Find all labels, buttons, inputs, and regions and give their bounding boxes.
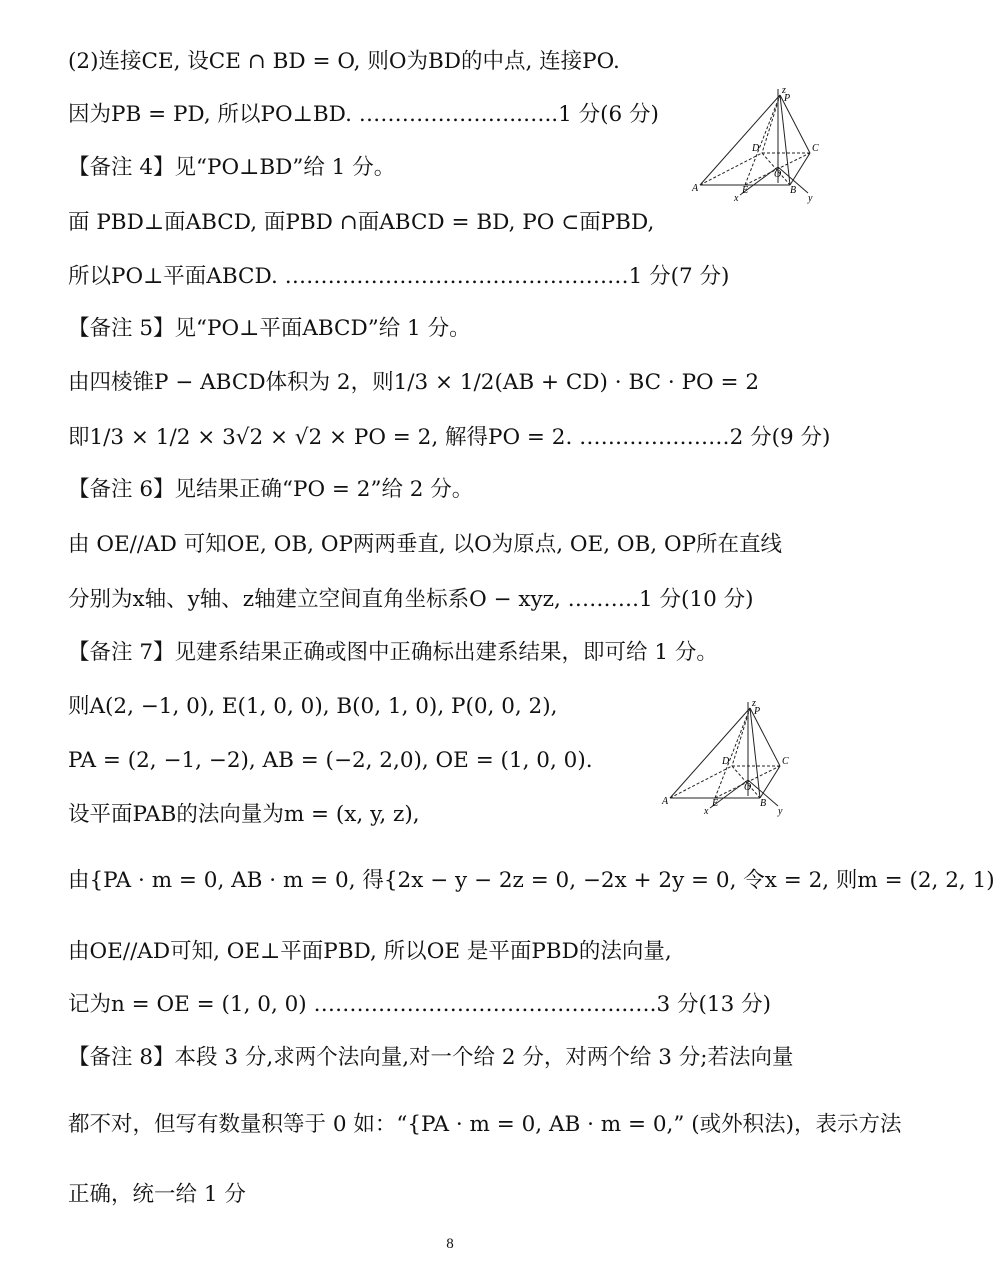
label-b: B [760, 798, 767, 809]
volume-equation: 由四棱锥P − ABCD体积为 2，则1/3 × 1/2(AB + CD) · BC · PO = 2 [68, 370, 760, 395]
label-a: A [692, 183, 699, 194]
coordinate-system-line: 分别为x轴、y轴、z轴建立空间直角坐标系O − xyz, ……….1 分(10 分) [68, 587, 754, 612]
label-o: O [774, 169, 782, 180]
label-e: E [712, 798, 719, 809]
note-4: 【备注 4】见“PO⊥BD”给 1 分。 [68, 155, 396, 180]
label-y: y [808, 193, 813, 204]
system-equations: 由{PA · m = 0, AB · m = 0, 得{2x − y − 2z = 0, −2x + 2y = 0, 令x = 2, 则m = (2, 2, 1) [68, 868, 995, 893]
page-number: 8 [446, 1236, 454, 1252]
pyramid-figure-1 [690, 85, 820, 205]
vectors-line: PA = (2, −1, −2), AB = (−2, 2,0), OE = (1, 0, 0). [68, 748, 593, 773]
note-8: 【备注 8】本段 3 分,求两个法向量,对一个给 2 分，对两个给 3 分;若法向量 [68, 1045, 794, 1070]
normal-vector-m: 设平面PAB的法向量为m = (x, y, z), [68, 802, 420, 827]
point-coordinates: 则A(2, −1, 0), E(1, 0, 0), B(0, 1, 0), P(0, 0, 2), [68, 694, 558, 719]
pyramid-figure-2 [660, 698, 790, 818]
label-b: B [790, 185, 797, 196]
label-x: x [704, 806, 709, 817]
label-y: y [778, 806, 783, 817]
label-p: P [784, 93, 791, 104]
text-line-10: 由 OE//AD 可知OE, OB, OP两两垂直, 以O为原点, OE, OB, OP所在直线 [68, 532, 783, 557]
text-line-4: 面 PBD⊥面ABCD, 面PBD ∩面ABCD = BD, PO ⊂面PBD, [68, 210, 655, 235]
note-8-end: 正确，统一给 1 分 [68, 1182, 246, 1207]
note-7: 【备注 7】见建系结果正确或图中正确标出建系结果，即可给 1 分。 [68, 640, 718, 665]
label-p: P [754, 706, 761, 717]
label-z: z [782, 85, 786, 96]
label-d: D [722, 756, 730, 767]
note-6: 【备注 6】见结果正确“PO = 2”给 2 分。 [68, 477, 474, 502]
label-a: A [662, 796, 669, 807]
label-o: O [744, 782, 752, 793]
normal-vector-n: 记为n = OE = (1, 0, 0) ……………………………………..….3 分(13 分) [68, 992, 772, 1017]
label-c: C [812, 143, 819, 154]
solve-po: 即1/3 × 1/2 × 3√2 × √2 × PO = 2, 解得PO = 2. …………………2 分(9 分) [68, 425, 831, 450]
label-z: z [752, 698, 756, 709]
text-line-2: 因为PB = PD, 所以PO⊥BD. …………………..…..1 分(6 分) [68, 102, 659, 127]
text-line-1: (2)连接CE, 设CE ∩ BD = O, 则O为BD的中点, 连接PO. [68, 49, 620, 74]
note-5: 【备注 5】见“PO⊥平面ABCD”给 1 分。 [68, 316, 471, 341]
label-c: C [782, 756, 789, 767]
text-line-5: 所以PO⊥平面ABCD. …………………………………………1 分(7 分) [68, 264, 730, 289]
note-8-cont: 都不对，但写有数量积等于 0 如：“{PA · m = 0, AB · m = 0,” (或外积法)，表示方法 [68, 1112, 902, 1137]
normal-vector-n-reason: 由OE//AD可知, OE⊥平面PBD, 所以OE 是平面PBD的法向量, [68, 939, 672, 964]
label-e: E [742, 185, 749, 196]
label-d: D [752, 143, 760, 154]
label-x: x [734, 193, 739, 204]
